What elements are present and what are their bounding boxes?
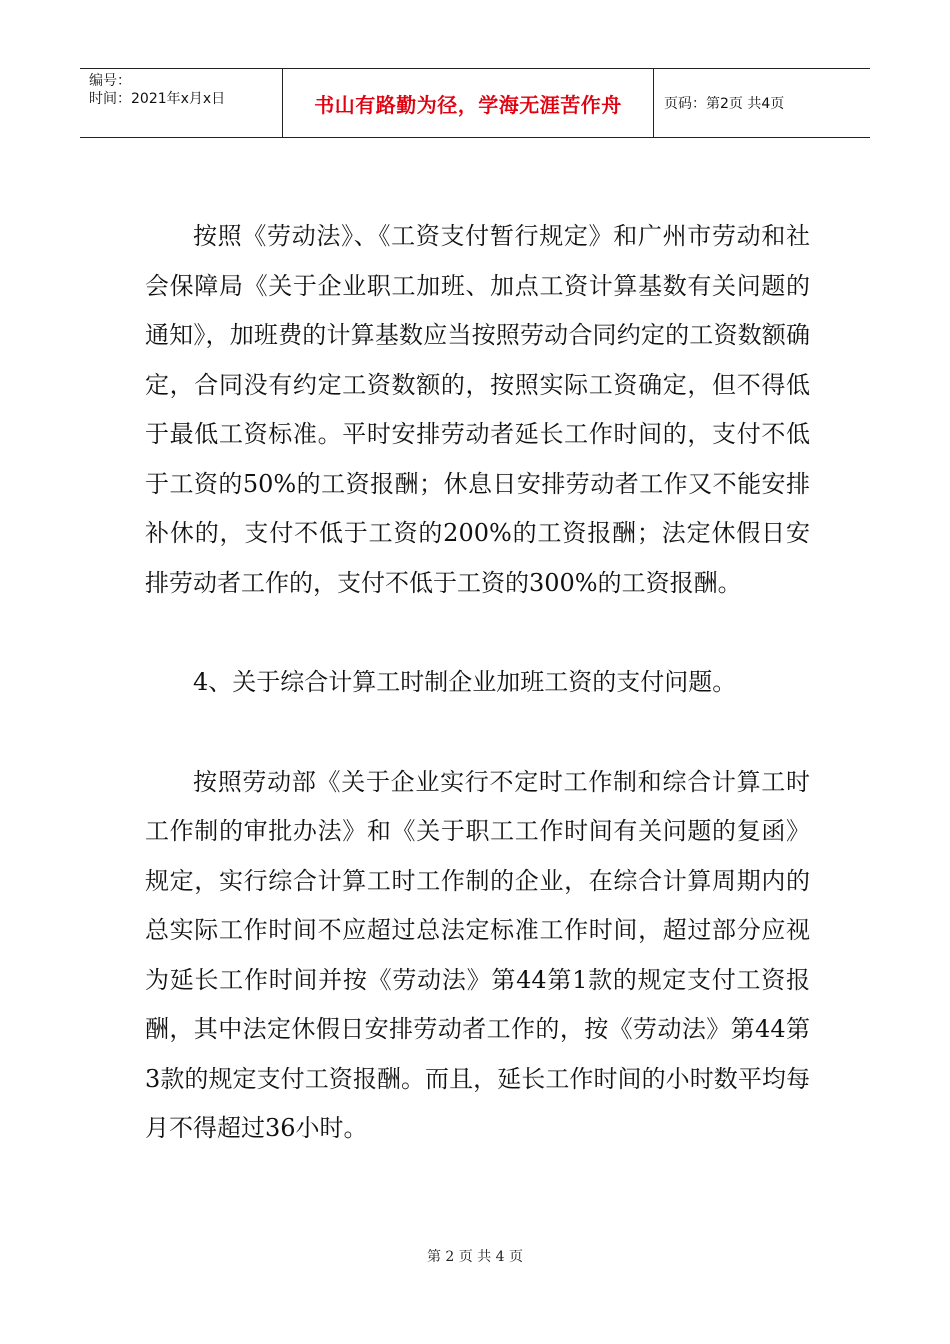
number-label: 编号：: [89, 73, 131, 89]
paragraph-overtime-base: 按照《劳动法》、《工资支付暂行规定》和广州市劳动和社会保障局《关于企业职工加班、加点工资计算基数有关问题的通知》，加班费的计算基数应当按照劳动合同约定的工资数额确定，合同没有约定工资数额的，按照实际工资确定，但不得低于最低工资标准。平时安排劳动者延长工作时间的，支付不低于工资的50%的工资报酬；休息日安排劳动者工作又不能安排补休的，支付不低于工资的200%的工资报酬；法定休假日安排劳动者工作的，支付不低于工资的300%的工资报酬。: [145, 222, 810, 597]
section-heading-4: 4、关于综合计算工时制企业加班工资的支付问题。: [193, 668, 737, 696]
header-meta-cell: [80, 69, 283, 137]
page-footer: 第 2 页 共 4 页: [426, 1249, 524, 1265]
document-body: [145, 212, 810, 1154]
header-motto: 书山有路勤为径，学海无涯苦作舟: [283, 69, 654, 137]
time-label: 时间：2021年x月x日: [89, 91, 226, 107]
document-header: [80, 68, 870, 138]
paragraph-comprehensive-hours: 按照劳动部《关于企业实行不定时工作制和综合计算工时工作制的审批办法》和《关于职工工作时间有关问题的复函》规定，实行综合计算工时工作制的企业，在综合计算周期内的总实际工作时间不应超过总法定标准工作时间，超过部分应视为延长工作时间并按《劳动法》第44第1款的规定支付工资报酬，其中法定休假日安排劳动者工作的，按《劳动法》第44第3款的规定支付工资报酬。而且，延长工作时间的小时数平均每月不得超过36小时。: [145, 767, 810, 1142]
header-page-info: 页码：第2页 共4页: [664, 96, 785, 112]
